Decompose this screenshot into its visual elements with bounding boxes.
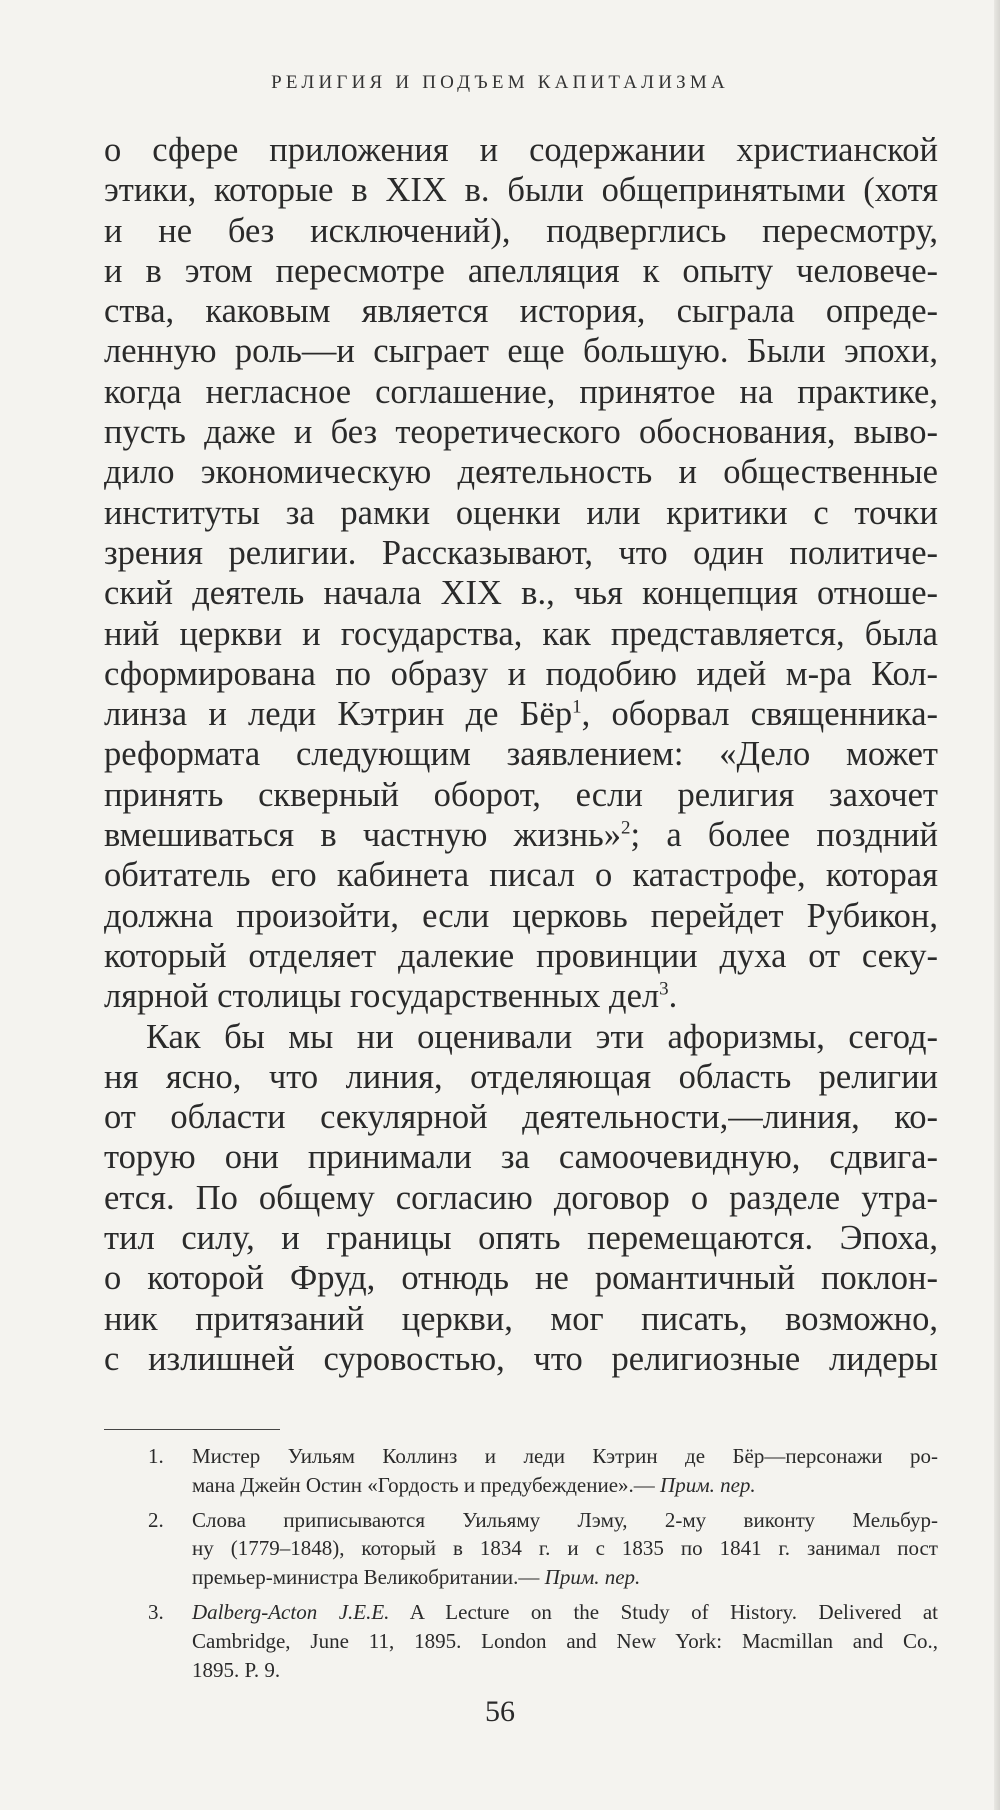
body-line bbox=[104, 734, 938, 774]
body-line bbox=[104, 130, 938, 170]
body-line bbox=[104, 1097, 938, 1137]
body-line-text: от области секулярной деятельности,—линия, ко- bbox=[104, 1098, 938, 1137]
footnote bbox=[104, 1442, 938, 1500]
running-head: РЕЛИГИЯ И ПОДЪЕМ КАПИТАЛИЗМА bbox=[271, 72, 729, 93]
body-line-text: сформирована по образу и подобию идей м-ра Кол- bbox=[104, 654, 938, 693]
footnote bbox=[104, 1598, 938, 1684]
body-line-text: когда негласное соглашение, принятое на практике, bbox=[104, 372, 938, 411]
body-line bbox=[104, 654, 938, 694]
body-line-text: ется. По общему согласию договор о разделе утра- bbox=[104, 1178, 938, 1217]
body-line bbox=[104, 1178, 938, 1218]
footnote-line: ну (1779–1848), который в 1834 г. и с 1835 по 1841 г. занимал пост bbox=[192, 1536, 938, 1561]
body-line-text: торую они принимали за самоочевидную, сдвига- bbox=[104, 1138, 938, 1177]
footnotes bbox=[104, 1442, 938, 1690]
body-line-text: о сфере приложения и содержании христианской bbox=[104, 131, 938, 169]
body-line bbox=[104, 573, 938, 613]
body-line bbox=[104, 855, 938, 895]
page-edge-shadow bbox=[994, 0, 1000, 1810]
body-line bbox=[104, 251, 938, 291]
body-line-text: ний церкви и государства, как представляется, была bbox=[104, 614, 938, 653]
body-line-text: зрения религии. Рассказывают, что один политиче- bbox=[104, 533, 938, 572]
footnote-line: 1895. P. 9. bbox=[192, 1657, 281, 1682]
body-line bbox=[104, 493, 938, 533]
body-line-text: вмешиваться в частную жизнь» bbox=[104, 816, 622, 855]
body-line-text-after: . bbox=[668, 977, 678, 1016]
body-line-text-after: ; а более поздний bbox=[630, 816, 938, 855]
body-line bbox=[104, 614, 938, 654]
body-line bbox=[104, 1017, 938, 1057]
body-line bbox=[104, 1218, 938, 1258]
body-line bbox=[104, 291, 938, 331]
footnote-number: 1. bbox=[148, 1444, 164, 1468]
body-line bbox=[104, 412, 938, 452]
body-line bbox=[104, 1339, 938, 1379]
body-line-text: обитатель его кабинета писал о катастрофе, которая bbox=[104, 856, 938, 895]
body-line-text: Как бы мы ни оценивали эти афоризмы, сегод- bbox=[146, 1017, 938, 1056]
body-line bbox=[104, 452, 938, 492]
body-line bbox=[104, 1057, 938, 1097]
body-line-text: ник притязаний церкви, мог писать, возможно, bbox=[104, 1299, 938, 1338]
footnote-ref: 3 bbox=[659, 978, 669, 1000]
footnote-ref: 1 bbox=[572, 696, 582, 718]
body-line-text: линза и леди Кэтрин де Бёр bbox=[104, 695, 573, 734]
footnote-line: Слова приписываются Уильяму Лэму, 2-му виконту Мельбур- bbox=[192, 1507, 938, 1532]
page-number: 56 bbox=[485, 1695, 515, 1728]
body-line-text: институты за рамки оценки или критики с точки bbox=[104, 493, 938, 532]
body-line-text: пусть даже и без теоретического обоснования, выво- bbox=[104, 413, 938, 452]
body-line-text: и не без исключений), подверглись пересмотру, bbox=[104, 211, 938, 250]
body-line-text: с излишней суровостью, что религиозные лидеры bbox=[104, 1339, 938, 1378]
body-text bbox=[104, 130, 938, 1379]
body-line-text: должна произойти, если церковь перейдет Рубикон, bbox=[104, 896, 938, 935]
body-line bbox=[104, 1258, 938, 1298]
body-line-text: который отделяет далекие провинции духа от секу- bbox=[104, 936, 938, 975]
body-line-text: ства, каковым является история, сыграла опреде- bbox=[104, 292, 938, 331]
body-line bbox=[104, 896, 938, 936]
body-line-text-after: , оборвал священника- bbox=[581, 695, 938, 734]
body-line bbox=[104, 976, 938, 1016]
body-line bbox=[104, 170, 938, 210]
body-line bbox=[104, 331, 938, 371]
body-line bbox=[104, 775, 938, 815]
body-line-text: дило экономическую деятельность и общественные bbox=[104, 453, 938, 492]
body-line-text: ня ясно, что линия, отделяющая область религии bbox=[104, 1057, 938, 1096]
body-line-text: ленную роль—и сыграет еще большую. Были эпохи, bbox=[104, 332, 938, 371]
body-line bbox=[104, 815, 938, 855]
body-line-text: принять скверный оборот, если религия захочет bbox=[104, 775, 938, 814]
body-line-text: и в этом пересмотре апелляция к опыту человече- bbox=[104, 251, 938, 290]
footnote-line: премьер-министра Великобритании.— Прим. пер. bbox=[192, 1565, 641, 1590]
footnote-line: Dalberg-Acton J.E.E. A Lecture on the Study of History. Delivered at bbox=[192, 1599, 938, 1624]
body-line bbox=[104, 372, 938, 412]
footnote-line: Мистер Уильям Коллинз и леди Кэтрин де Бёр—персонажи ро- bbox=[192, 1444, 938, 1468]
footnote-ref: 2 bbox=[621, 817, 631, 839]
body-line bbox=[104, 694, 938, 734]
body-line-text: лярной столицы государственных дел bbox=[104, 977, 660, 1016]
body-line-text: реформата следующим заявлением: «Дело может bbox=[104, 735, 938, 774]
footnote-separator bbox=[104, 1429, 280, 1430]
footnote bbox=[104, 1506, 938, 1592]
footnote-number: 2. bbox=[148, 1507, 164, 1532]
body-line bbox=[104, 936, 938, 976]
body-line-text: этики, которые в XIX в. были общепринятыми (хотя bbox=[104, 171, 938, 210]
body-line bbox=[104, 533, 938, 573]
body-line bbox=[104, 1299, 938, 1339]
footnote-number: 3. bbox=[148, 1599, 164, 1624]
body-line-text: ский деятель начала XIX в., чья концепция отноше- bbox=[104, 574, 938, 613]
body-line bbox=[104, 1137, 938, 1177]
footnote-line: Cambridge, June 11, 1895. London and New York: Macmillan and Co., bbox=[192, 1628, 938, 1653]
footnote-line: мана Джейн Остин «Гордость и предубеждение».— Прим. пер. bbox=[192, 1472, 756, 1497]
body-line-text: о которой Фруд, отнюдь не романтичный поклон- bbox=[104, 1259, 938, 1298]
body-line-text: тил силу, и границы опять перемещаются. Эпоха, bbox=[104, 1219, 938, 1258]
body-line bbox=[104, 211, 938, 251]
